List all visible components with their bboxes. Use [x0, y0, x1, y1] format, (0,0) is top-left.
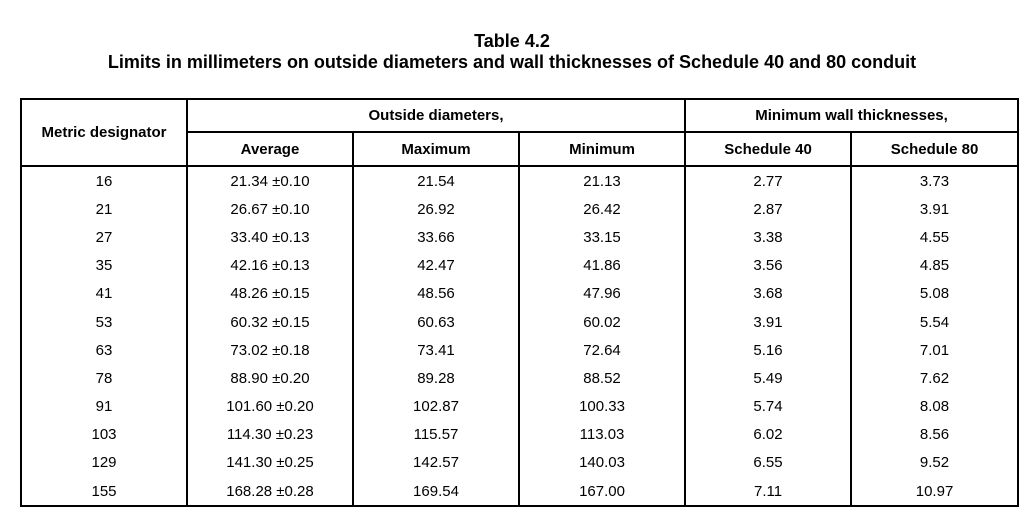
maximum-cell: 42.47: [353, 252, 519, 280]
header-average: Average: [187, 132, 353, 166]
minimum-cell: 33.15: [519, 223, 685, 251]
metric-designator-cell: 16: [21, 166, 187, 195]
header-minimum: Minimum: [519, 132, 685, 166]
schedule-80-cell: 8.56: [919, 426, 950, 444]
average-cell: 21.34 ±0.10: [187, 166, 353, 195]
maximum-cell: 89.28: [353, 364, 519, 392]
table-row: [21, 393, 1018, 421]
table-row: [21, 308, 1018, 336]
average-cell: 48.26 ±0.15: [187, 280, 353, 308]
maximum-cell: 48.56: [353, 280, 519, 308]
header-maximum: Maximum: [353, 132, 519, 166]
schedule-40-cell: 5.16: [685, 336, 851, 364]
maximum-cell: 60.63: [353, 308, 519, 336]
average-cell: 141.30 ±0.25: [187, 449, 353, 477]
average-cell: 88.90 ±0.20: [187, 364, 353, 392]
minimum-cell: 41.86: [519, 252, 685, 280]
header-row-group: [21, 99, 1018, 132]
maximum-cell: 169.54: [353, 477, 519, 506]
minimum-cell: 47.96: [519, 280, 685, 308]
minimum-cell: 26.42: [519, 195, 685, 223]
schedule-80-cell: 9.52: [919, 454, 950, 472]
header-metric-designator: Metric designator: [21, 99, 187, 166]
table-row: [21, 195, 1018, 223]
header-schedule-80: Schedule 80: [851, 132, 1018, 166]
table-title: Limits in millimeters on outside diameters and wall thicknesses of Schedule 40 and 80 conduit: [107, 52, 917, 72]
schedule-80-cell: 4.55: [919, 228, 950, 246]
metric-designator-cell: 155: [21, 477, 187, 506]
table-row: [21, 336, 1018, 364]
minimum-cell: 100.33: [519, 393, 685, 421]
schedule-40-cell: 3.91: [685, 308, 851, 336]
schedule-40-cell: 3.68: [685, 280, 851, 308]
schedule-40-cell: 2.87: [685, 195, 851, 223]
schedule-40-cell: 6.02: [685, 421, 851, 449]
schedule-80-cell: 5.08: [919, 285, 950, 303]
minimum-cell: 113.03: [519, 421, 685, 449]
schedule-40-cell: 6.55: [685, 449, 851, 477]
schedule-80-cell: 7.62: [919, 369, 950, 387]
table-row: [21, 223, 1018, 251]
metric-designator-cell: 63: [21, 336, 187, 364]
table-row: [21, 477, 1018, 506]
minimum-cell: 167.00: [519, 477, 685, 506]
average-cell: 168.28 ±0.28: [187, 477, 353, 506]
schedule-40-cell: 2.77: [685, 166, 851, 195]
table-row: [21, 252, 1018, 280]
table-row: [21, 364, 1018, 392]
average-cell: 42.16 ±0.13: [187, 252, 353, 280]
minimum-cell: 88.52: [519, 364, 685, 392]
table-row: [21, 166, 1018, 195]
maximum-cell: 142.57: [353, 449, 519, 477]
schedule-80-cell: 7.01: [919, 341, 950, 359]
metric-designator-cell: 103: [21, 421, 187, 449]
schedule-80-cell: 3.91: [919, 200, 950, 218]
minimum-cell: 140.03: [519, 449, 685, 477]
schedule-40-cell: 3.38: [685, 223, 851, 251]
minimum-cell: 60.02: [519, 308, 685, 336]
minimum-cell: 72.64: [519, 336, 685, 364]
metric-designator-cell: 41: [21, 280, 187, 308]
header-schedule-40: Schedule 40: [685, 132, 851, 166]
schedule-80-cell: 3.73: [919, 172, 950, 190]
metric-designator-cell: 21: [21, 195, 187, 223]
header-outside-diameters: Outside diameters,: [187, 99, 685, 132]
conduit-limits-table: [20, 98, 1019, 507]
header-minimum-wall-thicknesses: Minimum wall thicknesses,: [685, 99, 1018, 132]
maximum-cell: 26.92: [353, 195, 519, 223]
average-cell: 26.67 ±0.10: [187, 195, 353, 223]
metric-designator-cell: 91: [21, 393, 187, 421]
schedule-40-cell: 5.49: [685, 364, 851, 392]
maximum-cell: 33.66: [353, 223, 519, 251]
metric-designator-cell: 53: [21, 308, 187, 336]
maximum-cell: 115.57: [353, 421, 519, 449]
metric-designator-cell: 129: [21, 449, 187, 477]
schedule-40-cell: 7.11: [685, 477, 851, 506]
table-body: [21, 166, 1018, 506]
average-cell: 73.02 ±0.18: [187, 336, 353, 364]
metric-designator-cell: 78: [21, 364, 187, 392]
maximum-cell: 21.54: [353, 166, 519, 195]
schedule-80-cell: 8.08: [919, 398, 950, 416]
table-number: Table 4.2: [474, 31, 550, 51]
schedule-40-cell: 5.74: [685, 393, 851, 421]
average-cell: 60.32 ±0.15: [187, 308, 353, 336]
metric-designator-cell: 35: [21, 252, 187, 280]
minimum-cell: 21.13: [519, 166, 685, 195]
maximum-cell: 102.87: [353, 393, 519, 421]
schedule-40-cell: 3.56: [685, 252, 851, 280]
schedule-80-cell: 5.54: [919, 313, 950, 331]
schedule-80-cell: 4.85: [919, 257, 950, 275]
metric-designator-cell: 27: [21, 223, 187, 251]
maximum-cell: 73.41: [353, 336, 519, 364]
average-cell: 101.60 ±0.20: [187, 393, 353, 421]
schedule-80-cell: 10.97: [915, 482, 954, 500]
table-row: [21, 449, 1018, 477]
average-cell: 33.40 ±0.13: [187, 223, 353, 251]
table-row: [21, 280, 1018, 308]
average-cell: 114.30 ±0.23: [187, 421, 353, 449]
table-row: [21, 421, 1018, 449]
